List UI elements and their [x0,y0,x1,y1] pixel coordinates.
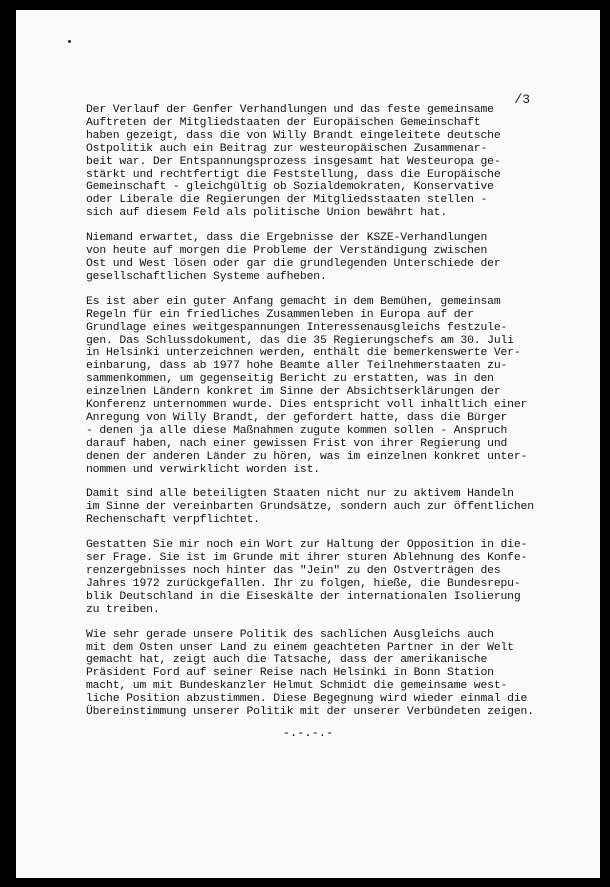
text-line: renzergebnisses noch hinter das "Jein" zu den Ostverträgen des [86,565,501,577]
text-line: Damit sind alle beteiligten Staaten nicht nur zu aktivem Handeln [86,488,514,501]
text-line: Anregung von Willy Brandt, der gefordert hatte, dass die Bürger [86,411,508,424]
text-line: gemacht hat, zeigt auch die Tatsache, dass der amerikanische [86,654,488,667]
text-line: Niemand erwartet, dass die Ergebnisse der KSZE-Verhandlungen [86,232,488,245]
text-line: sich auf diesem Feld als politische Union bewährt hat. [86,207,448,220]
paragraph [86,296,584,477]
text-line: Konferenz unternommen wurde. Dies entspricht voll inhaltlich einer [86,399,528,412]
text-line: Ostpolitik auch ein Beitrag zur westeuropäischen Zusammenar- [86,142,488,155]
text-line: oder Liberale die Regierungen der Mitgliedsstaaten stellen - [86,194,488,207]
text-line: denen der anderen Länder zu hören, was im einzelnen konkret unter- [86,450,528,463]
text-line: einzelnen Ländern konkret im Sinne der Absichtserklärungen der [86,386,501,399]
text-line: im Sinne der vereinbarten Grundsätze, sondern auch zur öffentlichen [86,501,534,514]
text-line: Gemeinschaft - gleichgültig ob Sozialdemokraten, Konservative [86,181,494,194]
text-line: zu treiben. [86,603,160,616]
text-line: darauf haben, nach einer gewissen Frist von ihrer Regierung und [86,437,508,450]
text-line: Auftreten der Mitgliedstaaten der Europäischen Gemeinschaft [86,116,481,129]
paragraph-gap [86,220,584,232]
text-line: von heute auf morgen die Probleme der Verständigung zwischen [86,245,488,258]
document-page [16,10,600,878]
text-line: Rechenschaft verpflichtet. [86,514,260,527]
paragraph [86,539,584,616]
paragraph [86,629,584,719]
text-line: mit dem Osten unser Land zu einem geachteten Partner in der Welt [86,641,514,654]
text-line: macht, um mit Bundeskanzler Helmut Schmidt die gemeinsame west- [86,680,508,693]
text-line: Regeln für ein friedliches Zusammenleben in Europa auf der [86,308,474,321]
text-line: gen. Das Schlussdokument, das die 35 Regierungschefs am 30. Juli [86,334,514,347]
text-line: Präsident Ford auf seiner Reise nach Helsinki in Bonn Station [86,667,494,680]
text-line: einbarung, dass ab 1977 hohe Beamte aller Teilnehmerstaaten zu- [86,360,508,373]
text-line: beit war. Der Entspannungsprozess insgesamt hat Westeuropa ge- [86,155,501,168]
text-line: Übereinstimmung unserer Politik mit der unserer Verbündeten zeigen. [86,706,534,719]
text-line: Wie sehr gerade unsere Politik des sachlichen Ausgleichs auch [86,628,494,641]
paragraph [86,104,584,220]
text-line: in Helsinki unterzeichnen werden, enthält die bemerkenswerte Ver- [86,347,521,360]
text-line: nommen und verwirklicht worden ist. [86,463,320,476]
text-line: liche Position abzustimmen. Diese Begegnung wird wieder einmal die [86,693,528,706]
punch-mark [68,40,71,43]
paragraph-gap [86,284,584,296]
text-line: ser Frage. Sie ist im Grunde mit ihrer sturen Ablehnung des Konfe- [86,552,528,565]
text-line: sammenkommen, um gegenseitig Bericht zu erstatten, was in den [86,373,494,386]
paragraph [86,232,584,284]
text-line: haben gezeigt, dass die von Willy Brandt eingeleitete deutsche [86,129,501,142]
paragraph-gap [86,476,584,488]
closing-mark: -.-.-.- [282,726,334,740]
paragraph-gap [86,617,584,629]
text-line: Ost und West lösen oder gar die grundlegenden Unterschiede der [86,257,501,270]
text-line: Es ist aber ein guter Anfang gemacht in dem Bemühen, gemeinsam [86,295,501,308]
page-number: /3 [514,92,530,107]
text-line: blik Deutschland in die Eiseskälte der internationalen Isolierung [86,590,521,603]
paragraph-gap [86,527,584,539]
text-line: Gestatten Sie mir noch ein Wort zur Haltung der Opposition in die- [86,539,528,552]
text-line: - denen ja alle diese Maßnahmen zugute kommen sollen - Anspruch [86,424,508,437]
paragraph [86,488,584,527]
text-line: Jahres 1972 zurückgefallen. Ihr zu folgen, hieße, die Bundesrepu- [86,577,521,590]
document-body [86,104,584,719]
text-line: gesellschaftlichen Systeme aufheben. [86,270,327,283]
text-line: stärkt und rechtfertigt die Feststellung, dass die Europäische [86,168,501,181]
text-line: Grundlage eines weitgespannungen Interessenausgleichs festzule- [86,321,508,334]
text-line: Der Verlauf der Genfer Verhandlungen und das feste gemeinsame [86,104,494,116]
